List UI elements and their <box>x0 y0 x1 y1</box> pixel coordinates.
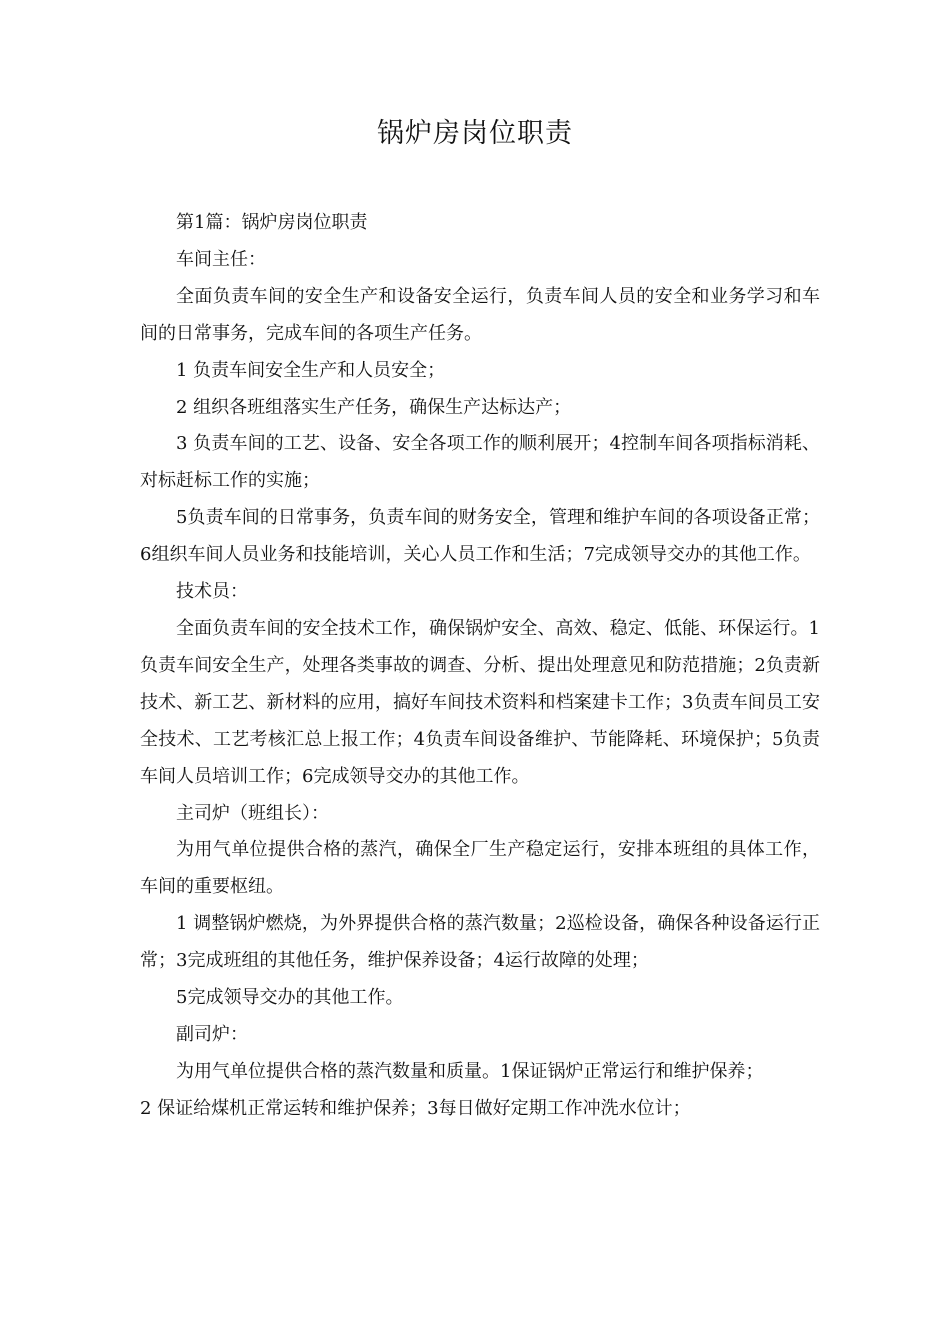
section-heading: 主司炉（班组长）： <box>176 802 329 824</box>
paragraph: 2 保证给煤机正常运转和维护保养；3每日做好定期工作冲洗水位计； <box>140 1097 691 1119</box>
paragraph: 为用气单位提供合格的蒸汽，确保全厂生产稳定运行，安排本班组的具体工作，车间的重要枢纽。 <box>140 839 820 898</box>
paragraph: 3 负责车间的工艺、设备、安全各项工作的顺利展开；4控制车间各项指标消耗、对标赶标工作的实施； <box>140 433 820 492</box>
paragraph: 5负责车间的日常事务，负责车间的财务安全，管理和维护车间的各项设备正常；6组织车间人员业务和技能培训，关心人员工作和生活；7完成领导交办的其他工作。 <box>140 507 820 566</box>
document-title: 锅炉房岗位职责 <box>377 118 573 149</box>
section-heading: 车间主任： <box>176 248 266 270</box>
paragraph: 全面负责车间的安全技术工作，确保锅炉安全、高效、稳定、低能、环保运行。1负责车间安全生产，处理各类事故的调查、分析、提出处理意见和防范措施；2负责新技术、新工艺、新材料的应用，搞好车间技术资料和档案建卡工作；3负责车间员工安全技术、工艺考核汇总上报工作；4负责车间设备维护、节能降耗、环境保护；5负责车间人员培训工作；6完成领导交办的其他工作。 <box>140 617 820 787</box>
paragraph: 为用气单位提供合格的蒸汽数量和质量。1保证锅炉正常运行和维护保养； <box>176 1060 764 1082</box>
paragraph: 2 组织各班组落实生产任务，确保生产达标达产； <box>176 396 572 418</box>
section-heading: 技术员： <box>176 581 248 603</box>
paragraph: 第1篇：锅炉房岗位职责 <box>176 212 368 233</box>
section-heading: 副司炉： <box>176 1023 248 1045</box>
document-body <box>140 205 820 1128</box>
paragraph: 1 负责车间安全生产和人员安全； <box>176 359 446 381</box>
paragraph: 全面负责车间的安全生产和设备安全运行，负责车间人员的安全和业务学习和车间的日常事务，完成车间的各项生产任务。 <box>140 285 820 344</box>
paragraph: 1 调整锅炉燃烧，为外界提供合格的蒸汽数量；2巡检设备，确保各种设备运行正常；3完成班组的其他任务，维护保养设备；4运行故障的处理； <box>140 913 820 972</box>
paragraph: 5完成领导交办的其他工作。 <box>176 987 404 1009</box>
